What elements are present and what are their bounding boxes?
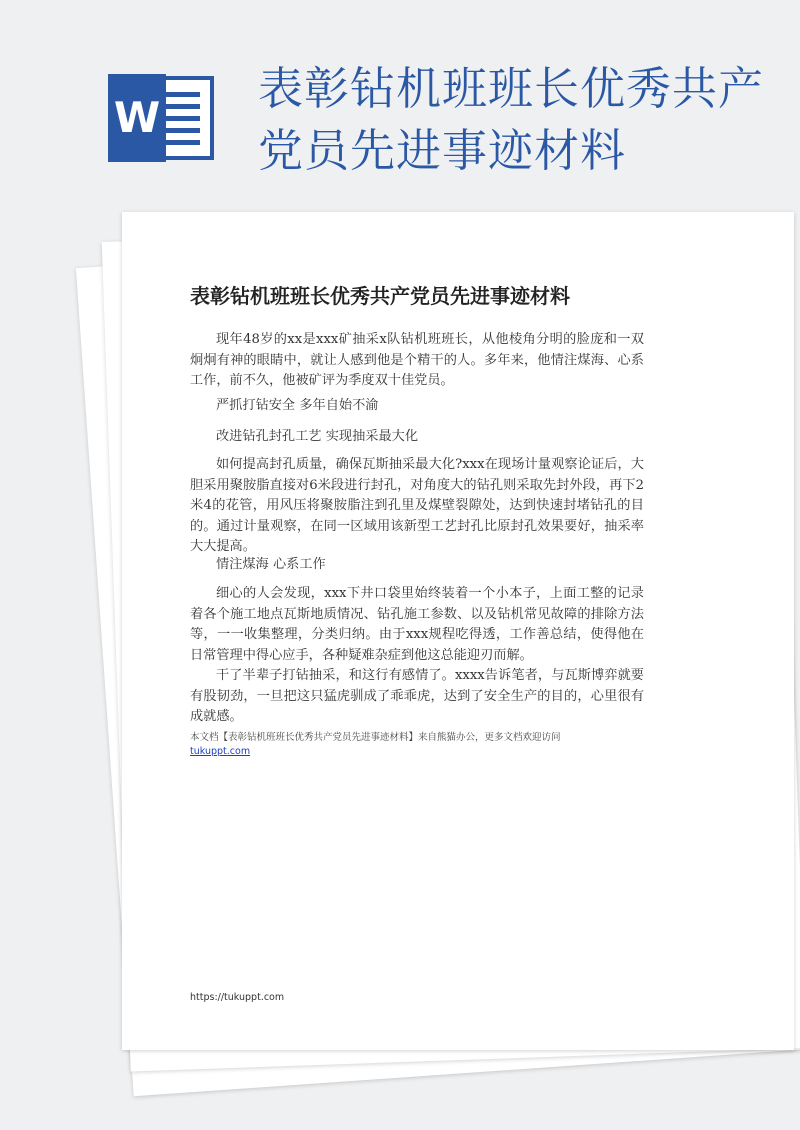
banner-title: 表彰钻机班班长优秀共产党员先进事迹材料: [258, 62, 765, 177]
source-note: 本文档【表彰钻机班班长优秀共产党员先进事迹材料】来自熊猫办公，更多文档欢迎访问: [190, 732, 561, 743]
section-heading: 改进钻孔封孔工艺 实现抽采最大化: [216, 429, 419, 444]
section-heading: 严抓打钻安全 多年自始不渝: [216, 398, 379, 413]
source-link[interactable]: tukuppt.com: [190, 746, 251, 757]
section-heading: 情注煤海 心系工作: [216, 557, 326, 572]
banner: [0, 0, 800, 215]
footer-url: https://tukuppt.com: [190, 992, 285, 1003]
word-icon-letter: W: [113, 93, 161, 142]
paragraph-sealing: 如何提高封孔质量，确保瓦斯抽采最大化?xxx在现场计量观察论证后，大胆采用聚胺脂直接对6米段进行封孔，对角度大的钻孔则采取先封外段，再下2米4的花管，用风压将聚胺脂注到孔里及煤壁裂隙处，达到快速封堵钻孔的目的。通过计量观察，在同一区域用该新型工艺封孔比原封孔效果要好，抽采率大大提高。: [190, 457, 644, 554]
paragraph-notebook: 细心的人会发现，xxx下井口袋里始终装着一个小本子，上面工整的记录着各个施工地点瓦斯地质情况、钻孔施工参数、以及钻机常见故障的排除方法等，一一收集整理，分类归纳。由于xxx规程吃得透，工作善总结，使得他在日常管理中得心应手，各种疑难杂症到他这总能迎刃而解。: [190, 586, 644, 663]
word-document-icon: [108, 74, 216, 162]
paragraph-intro: 现年48岁的xx是xxx矿抽采x队钻机班班长，从他棱角分明的脸庞和一双炯炯有神的眼睛中，就让人感到他是个精干的人。多年来，他情注煤海、心系工作，前不久，他被矿评为季度双十佳党员。: [190, 332, 644, 388]
document-title: 表彰钻机班班长优秀共产党员先进事迹材料: [190, 284, 570, 308]
paragraph-conclusion: 干了半辈子打钻抽采，和这行有感情了。xxxx告诉笔者，与瓦斯博弈就要有股韧劲，一旦把这只猛虎驯成了乖乖虎，达到了安全生产的目的，心里很有成就感。: [190, 668, 644, 724]
